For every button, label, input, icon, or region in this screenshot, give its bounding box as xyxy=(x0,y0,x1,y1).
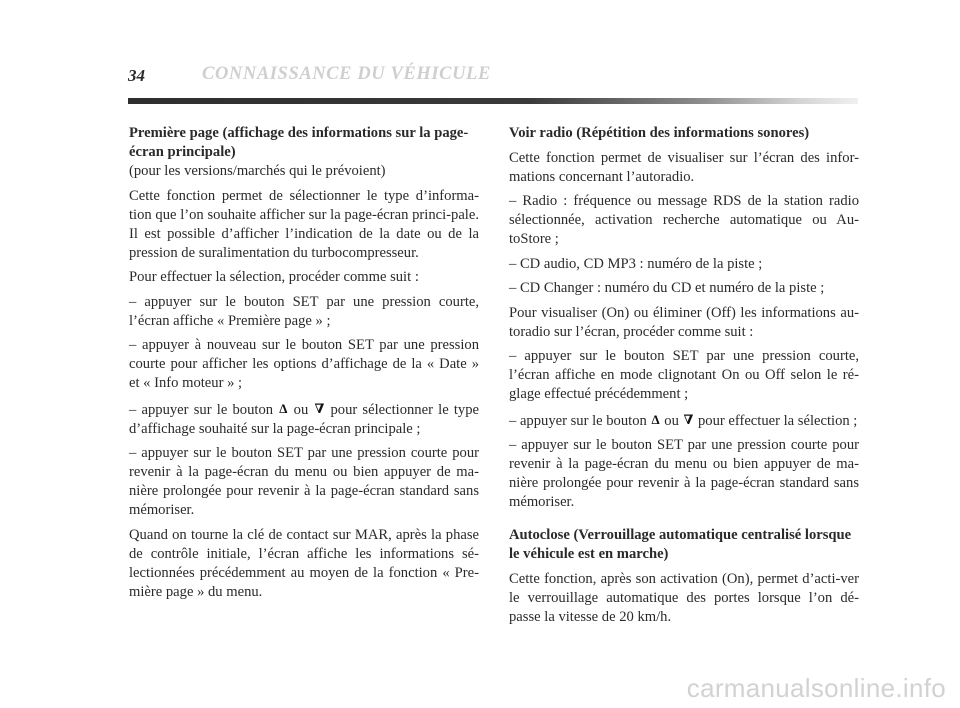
section-heading-voir-radio: Voir radio (Répétition des informations sonores) xyxy=(509,125,810,141)
paragraph: Quand on tourne la clé de contact sur MAR, après la phase de contrôle initiale, l’écran affiche les informations sé-lectionnées précédemment au moyen de la fonction « Pre-mière page » du menu. xyxy=(129,526,479,600)
right-column xyxy=(509,124,859,632)
list-item: – appuyer à nouveau sur le bouton SET par une pression courte pour afficher les options d’affichage de la « Date » et « Info moteur » ; xyxy=(129,337,479,391)
section-heading-premiere-page: Première page (affichage des informations sur la page-écran principale) xyxy=(129,125,469,160)
paragraph: Pour visualiser (On) ou éliminer (Off) les informations au-toradio sur l’écran, procéder comme suit : xyxy=(509,304,859,340)
down-arrow-icon: ∇ xyxy=(683,411,694,427)
paragraph: Cette fonction permet de sélectionner le type d’informa-tion que l’on souhaite afficher sur la page-écran princi-pale. Il est possible d’afficher l’indication de la date ou de la pression de suralimentation du turbocompresseur. xyxy=(129,187,479,261)
text: – appuyer sur le bouton xyxy=(509,412,647,429)
section-title: CONNAISSANCE DU VÉHICULE xyxy=(202,64,491,84)
list-item xyxy=(509,410,859,431)
watermark: carmanualsonline.info xyxy=(686,673,946,703)
list-item: – CD Changer : numéro du CD et numéro de la piste ; xyxy=(509,280,825,296)
header-rule xyxy=(128,98,858,104)
section-subheading: (pour les versions/marchés qui le prévoient) xyxy=(129,163,386,179)
text: pour sélectionner le type d’affichage souhaité sur la page-écran principale ; xyxy=(129,401,480,437)
text: ou xyxy=(293,401,309,418)
page-number: 34 xyxy=(128,66,145,85)
up-arrow-icon: Δ xyxy=(279,400,288,416)
section-heading-autoclose: Autoclose (Verrouillage automatique centralisé lorsque le véhicule est en marche) xyxy=(509,527,852,562)
list-item: – appuyer sur le bouton SET par une pression courte pour revenir à la page-écran du menu ou bien appuyer de ma-nière prolongée pour revenir à la page-écran standard sans mémoriser. xyxy=(129,445,479,518)
list-item: – appuyer sur le bouton SET par une pression courte, l’écran affiche « Première page » ; xyxy=(129,293,479,329)
text: ou xyxy=(664,412,679,429)
up-arrow-icon: Δ xyxy=(651,411,660,427)
paragraph: Pour effectuer la sélection, procéder comme suit : xyxy=(129,269,419,285)
text: pour effectuer la sélection ; xyxy=(697,412,858,429)
list-item: – CD audio, CD MP3 : numéro de la piste ; xyxy=(509,255,763,272)
paragraph: Cette fonction, après son activation (On), permet d’acti-ver le verrouillage automatique des portes lorsque l’on dé-passe la vitesse de 20 km/h. xyxy=(509,570,859,625)
text: – appuyer sur le bouton xyxy=(129,401,274,418)
list-item: – appuyer sur le bouton SET par une pression courte pour revenir à la page-écran du menu ou bien appuyer de ma-nière prolongée pour revenir à la page-écran standard sans mémoriser. xyxy=(509,437,859,510)
left-column xyxy=(129,124,479,607)
down-arrow-icon: ∇ xyxy=(314,400,325,416)
list-item: – appuyer sur le bouton SET par une pression courte, l’écran affiche en mode clignotant On ou Off selon le ré-glage effectué précédemment ; xyxy=(509,348,859,402)
list-item xyxy=(129,399,479,439)
paragraph: Cette fonction permet de visualiser sur l’écran des infor-mations concernant l’autoradio. xyxy=(509,149,859,185)
list-item: – Radio : fréquence ou message RDS de la station radio sélectionnée, activation recherche automatique ou Au-toStore ; xyxy=(509,193,859,247)
